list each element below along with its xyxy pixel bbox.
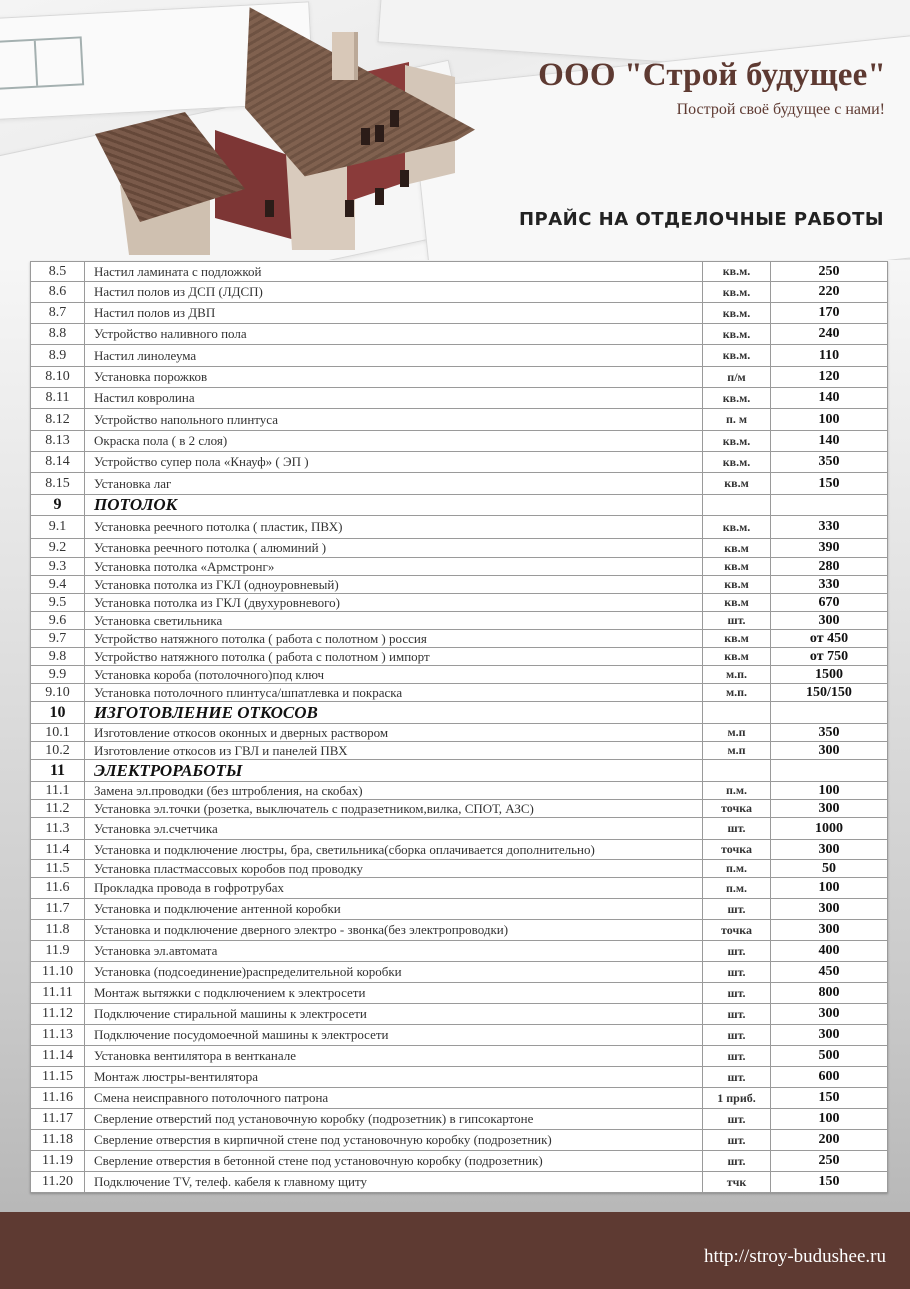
price-value: от 750 <box>771 648 888 666</box>
price-value: 390 <box>771 539 888 558</box>
service-name: Подключение посудомоечной машины к электросети <box>85 1025 703 1046</box>
price-value: 350 <box>771 724 888 742</box>
table-row <box>31 818 888 840</box>
row-number: 11.5 <box>31 860 85 878</box>
table-row <box>31 612 888 630</box>
table-row <box>31 1109 888 1130</box>
price-value: 330 <box>771 576 888 594</box>
unit-of-measure: 1 приб. <box>703 1088 771 1109</box>
row-number: 10.2 <box>31 742 85 760</box>
service-name: Сверление отверстия в кирпичной стене под установочную коробку (подрозетник) <box>85 1130 703 1151</box>
price-value: 300 <box>771 612 888 630</box>
house-chimney <box>332 32 358 80</box>
unit-of-measure: п.м. <box>703 782 771 800</box>
unit-of-measure: кв.м <box>703 594 771 612</box>
unit-of-measure: кв.м. <box>703 282 771 303</box>
table-row <box>31 840 888 860</box>
table-row <box>31 941 888 962</box>
price-value: 300 <box>771 1004 888 1025</box>
row-number: 8.5 <box>31 262 85 282</box>
price-value: 100 <box>771 878 888 899</box>
row-number: 9.7 <box>31 630 85 648</box>
table-row <box>31 1067 888 1088</box>
price-value: 300 <box>771 920 888 941</box>
unit-of-measure: кв.м <box>703 648 771 666</box>
row-number: 11.20 <box>31 1172 85 1193</box>
row-number: 11.14 <box>31 1046 85 1067</box>
service-name: Установка и подключение люстры, бра, светильника(сборка оплачивается дополнительно) <box>85 840 703 860</box>
table-row <box>31 367 888 388</box>
unit-of-measure: п. м <box>703 409 771 431</box>
table-row <box>31 860 888 878</box>
row-number: 11.9 <box>31 941 85 962</box>
row-number: 11.19 <box>31 1151 85 1172</box>
unit-of-measure: шт. <box>703 899 771 920</box>
table-row <box>31 262 888 282</box>
unit-of-measure: точка <box>703 920 771 941</box>
price-value <box>771 702 888 724</box>
service-name: Сверление отверстия в бетонной стене под установочную коробку (подрозетник) <box>85 1151 703 1172</box>
service-name: Настил ковролина <box>85 388 703 409</box>
table-row <box>31 962 888 983</box>
price-value: 250 <box>771 262 888 282</box>
unit-of-measure: м.п. <box>703 666 771 684</box>
price-value: 300 <box>771 742 888 760</box>
row-number: 11.12 <box>31 1004 85 1025</box>
table-row <box>31 920 888 941</box>
house-window <box>265 200 274 217</box>
unit-of-measure: кв.м <box>703 630 771 648</box>
service-name: Установка эл.точки (розетка, выключатель с подразетником,вилка, СПОТ, АЗС) <box>85 800 703 818</box>
service-name: Устройство натяжного потолка ( работа с полотном ) россия <box>85 630 703 648</box>
table-row <box>31 648 888 666</box>
service-name: Замена эл.проводки (без штробления, на скобах) <box>85 782 703 800</box>
price-value: 100 <box>771 1109 888 1130</box>
service-name: Установка короба (потолочного)под ключ <box>85 666 703 684</box>
unit-of-measure: кв.м <box>703 473 771 495</box>
section-header-row <box>31 760 888 782</box>
table-row <box>31 452 888 473</box>
price-value: 280 <box>771 558 888 576</box>
house-window <box>361 128 370 145</box>
service-name: Окраска пола ( в 2 слоя) <box>85 431 703 452</box>
table-row <box>31 782 888 800</box>
row-number: 9.5 <box>31 594 85 612</box>
row-number: 8.14 <box>31 452 85 473</box>
price-value: 330 <box>771 516 888 539</box>
service-name: Установка светильника <box>85 612 703 630</box>
row-number: 9.4 <box>31 576 85 594</box>
table-row <box>31 983 888 1004</box>
house-illustration <box>45 0 445 260</box>
table-row <box>31 473 888 495</box>
service-name: Установка эл.счетчика <box>85 818 703 840</box>
unit-of-measure: точка <box>703 840 771 860</box>
price-value: 600 <box>771 1067 888 1088</box>
unit-of-measure: кв.м. <box>703 431 771 452</box>
row-number: 9.10 <box>31 684 85 702</box>
footer-bar <box>0 1212 910 1289</box>
price-value: 300 <box>771 899 888 920</box>
row-number: 11.3 <box>31 818 85 840</box>
unit-of-measure: п/м <box>703 367 771 388</box>
price-table-body <box>31 262 888 1193</box>
price-value: 150 <box>771 473 888 495</box>
house-window <box>345 200 354 217</box>
price-value: 1500 <box>771 666 888 684</box>
service-name: Настил линолеума <box>85 345 703 367</box>
service-name: Прокладка провода в гофротрубах <box>85 878 703 899</box>
unit-of-measure: п.м. <box>703 860 771 878</box>
row-number: 11.18 <box>31 1130 85 1151</box>
price-value <box>771 495 888 516</box>
document-title: ПРАЙС НА ОТДЕЛОЧНЫЕ РАБОТЫ <box>518 209 884 230</box>
unit-of-measure: м.п <box>703 724 771 742</box>
price-value: 150 <box>771 1172 888 1193</box>
row-number: 11.7 <box>31 899 85 920</box>
service-name: Монтаж вытяжки с подключением к электросети <box>85 983 703 1004</box>
price-value: 100 <box>771 782 888 800</box>
unit-of-measure: шт. <box>703 1151 771 1172</box>
row-number: 8.10 <box>31 367 85 388</box>
row-number: 11.17 <box>31 1109 85 1130</box>
price-value: 350 <box>771 452 888 473</box>
row-number: 11.10 <box>31 962 85 983</box>
row-number: 8.7 <box>31 303 85 324</box>
row-number: 8.8 <box>31 324 85 345</box>
header-banner <box>0 0 910 260</box>
price-value: 800 <box>771 983 888 1004</box>
unit-of-measure: шт. <box>703 818 771 840</box>
row-number: 9.6 <box>31 612 85 630</box>
price-value <box>771 760 888 782</box>
house-window <box>375 125 384 142</box>
table-row <box>31 878 888 899</box>
row-number: 10 <box>31 702 85 724</box>
table-row <box>31 742 888 760</box>
unit-of-measure: кв.м <box>703 558 771 576</box>
unit-of-measure: м.п. <box>703 684 771 702</box>
row-number: 11.8 <box>31 920 85 941</box>
unit-of-measure: шт. <box>703 941 771 962</box>
table-row <box>31 899 888 920</box>
price-value: 110 <box>771 345 888 367</box>
service-name: Установка потолка «Армстронг» <box>85 558 703 576</box>
house-window <box>375 188 384 205</box>
service-name: Устройство наливного пола <box>85 324 703 345</box>
table-row <box>31 303 888 324</box>
unit-of-measure: кв.м. <box>703 324 771 345</box>
row-number: 9.8 <box>31 648 85 666</box>
service-name: Подключение стиральной машины к электросети <box>85 1004 703 1025</box>
table-row <box>31 1046 888 1067</box>
unit-of-measure: шт. <box>703 1130 771 1151</box>
price-value: 140 <box>771 388 888 409</box>
service-name: Подключение TV, телеф. кабеля к главному щиту <box>85 1172 703 1193</box>
price-value: 240 <box>771 324 888 345</box>
website-url[interactable]: http://stroy-budushee.ru <box>703 1246 886 1267</box>
row-number: 9.3 <box>31 558 85 576</box>
unit-of-measure: кв.м. <box>703 452 771 473</box>
row-number: 11.15 <box>31 1067 85 1088</box>
service-name: Смена неисправного потолочного патрона <box>85 1088 703 1109</box>
service-name: Установка и подключение антенной коробки <box>85 899 703 920</box>
section-title: ПОТОЛОК <box>85 495 703 516</box>
price-value: 400 <box>771 941 888 962</box>
price-value: 100 <box>771 409 888 431</box>
unit-of-measure: кв.м. <box>703 303 771 324</box>
house-window <box>400 170 409 187</box>
row-number: 8.9 <box>31 345 85 367</box>
row-number: 11.11 <box>31 983 85 1004</box>
service-name: Изготовление откосов из ГВЛ и панелей ПВХ <box>85 742 703 760</box>
service-name: Устройство напольного плинтуса <box>85 409 703 431</box>
table-row <box>31 539 888 558</box>
unit-of-measure <box>703 702 771 724</box>
service-name: Установка пластмассовых коробов под проводку <box>85 860 703 878</box>
unit-of-measure: м.п <box>703 742 771 760</box>
table-row <box>31 558 888 576</box>
service-name: Установка (подсоединение)распределительной коробки <box>85 962 703 983</box>
section-header-row <box>31 702 888 724</box>
table-row <box>31 345 888 367</box>
section-title: ЭЛЕКТРОРАБОТЫ <box>85 760 703 782</box>
service-name: Сверление отверстий под установочную коробку (подрозетник) в гипсокартоне <box>85 1109 703 1130</box>
table-row <box>31 1088 888 1109</box>
table-row <box>31 1151 888 1172</box>
row-number: 8.13 <box>31 431 85 452</box>
row-number: 11 <box>31 760 85 782</box>
unit-of-measure: тчк <box>703 1172 771 1193</box>
unit-of-measure: шт. <box>703 983 771 1004</box>
section-header-row <box>31 495 888 516</box>
table-row <box>31 1025 888 1046</box>
row-number: 8.12 <box>31 409 85 431</box>
service-name: Устройство натяжного потолка ( работа с полотном ) импорт <box>85 648 703 666</box>
row-number: 9.2 <box>31 539 85 558</box>
row-number: 8.15 <box>31 473 85 495</box>
service-name: Установка вентилятора в вентканале <box>85 1046 703 1067</box>
price-value: 300 <box>771 800 888 818</box>
row-number: 11.1 <box>31 782 85 800</box>
unit-of-measure: п.м. <box>703 878 771 899</box>
unit-of-measure: кв.м <box>703 576 771 594</box>
price-value: 140 <box>771 431 888 452</box>
price-value: 50 <box>771 860 888 878</box>
table-row <box>31 431 888 452</box>
price-value: 500 <box>771 1046 888 1067</box>
table-row <box>31 1004 888 1025</box>
unit-of-measure: точка <box>703 800 771 818</box>
house-window <box>390 110 399 127</box>
price-value: 1000 <box>771 818 888 840</box>
company-slogan: Построй своё будущее с нами! <box>676 101 885 118</box>
price-value: 220 <box>771 282 888 303</box>
unit-of-measure: кв.м <box>703 539 771 558</box>
table-row <box>31 1130 888 1151</box>
service-name: Установка и подключение дверного электро - звонка(без электропроводки) <box>85 920 703 941</box>
company-name: ООО "Строй будущее" <box>538 57 886 93</box>
row-number: 11.2 <box>31 800 85 818</box>
price-value: 200 <box>771 1130 888 1151</box>
table-row <box>31 388 888 409</box>
table-row <box>31 516 888 539</box>
service-name: Установка эл.автомата <box>85 941 703 962</box>
table-row <box>31 666 888 684</box>
service-name: Установка лаг <box>85 473 703 495</box>
table-row <box>31 576 888 594</box>
unit-of-measure: шт. <box>703 1109 771 1130</box>
service-name: Установка реечного потолка ( алюминий ) <box>85 539 703 558</box>
table-row <box>31 324 888 345</box>
table-row <box>31 724 888 742</box>
section-title: ИЗГОТОВЛЕНИЕ ОТКОСОВ <box>85 702 703 724</box>
row-number: 10.1 <box>31 724 85 742</box>
unit-of-measure: шт. <box>703 1067 771 1088</box>
row-number: 9.1 <box>31 516 85 539</box>
unit-of-measure: шт. <box>703 612 771 630</box>
price-value: 150/150 <box>771 684 888 702</box>
unit-of-measure: кв.м. <box>703 345 771 367</box>
price-value: 300 <box>771 1025 888 1046</box>
row-number: 11.16 <box>31 1088 85 1109</box>
row-number: 9.9 <box>31 666 85 684</box>
price-value: 250 <box>771 1151 888 1172</box>
price-value: от 450 <box>771 630 888 648</box>
unit-of-measure: кв.м. <box>703 388 771 409</box>
service-name: Установка потолка из ГКЛ (одноуровневый) <box>85 576 703 594</box>
service-name: Настил ламината с подложкой <box>85 262 703 282</box>
service-name: Изготовление откосов оконных и дверных раствором <box>85 724 703 742</box>
service-name: Установка реечного потолка ( пластик, ПВХ) <box>85 516 703 539</box>
unit-of-measure: шт. <box>703 1025 771 1046</box>
unit-of-measure: шт. <box>703 962 771 983</box>
unit-of-measure <box>703 760 771 782</box>
price-value: 170 <box>771 303 888 324</box>
unit-of-measure: шт. <box>703 1046 771 1067</box>
service-name: Настил полов из ДСП (ЛДСП) <box>85 282 703 303</box>
row-number: 9 <box>31 495 85 516</box>
table-row <box>31 282 888 303</box>
row-number: 11.4 <box>31 840 85 860</box>
unit-of-measure: шт. <box>703 1004 771 1025</box>
service-name: Установка потолка из ГКЛ (двухуровневого) <box>85 594 703 612</box>
unit-of-measure: кв.м. <box>703 516 771 539</box>
table-row <box>31 630 888 648</box>
row-number: 11.13 <box>31 1025 85 1046</box>
price-table <box>30 261 888 1193</box>
table-row <box>31 594 888 612</box>
row-number: 11.6 <box>31 878 85 899</box>
price-value: 150 <box>771 1088 888 1109</box>
service-name: Монтаж люстры-вентилятора <box>85 1067 703 1088</box>
service-name: Установка порожков <box>85 367 703 388</box>
row-number: 8.6 <box>31 282 85 303</box>
price-value: 300 <box>771 840 888 860</box>
service-name: Устройство супер пола «Кнауф» ( ЭП ) <box>85 452 703 473</box>
service-name: Настил полов из ДВП <box>85 303 703 324</box>
table-row <box>31 409 888 431</box>
price-value: 450 <box>771 962 888 983</box>
table-row <box>31 800 888 818</box>
price-value: 120 <box>771 367 888 388</box>
table-row <box>31 1172 888 1193</box>
price-value: 670 <box>771 594 888 612</box>
unit-of-measure: кв.м. <box>703 262 771 282</box>
unit-of-measure <box>703 495 771 516</box>
row-number: 8.11 <box>31 388 85 409</box>
service-name: Установка потолочного плинтуса/шпатлевка и покраска <box>85 684 703 702</box>
table-row <box>31 684 888 702</box>
